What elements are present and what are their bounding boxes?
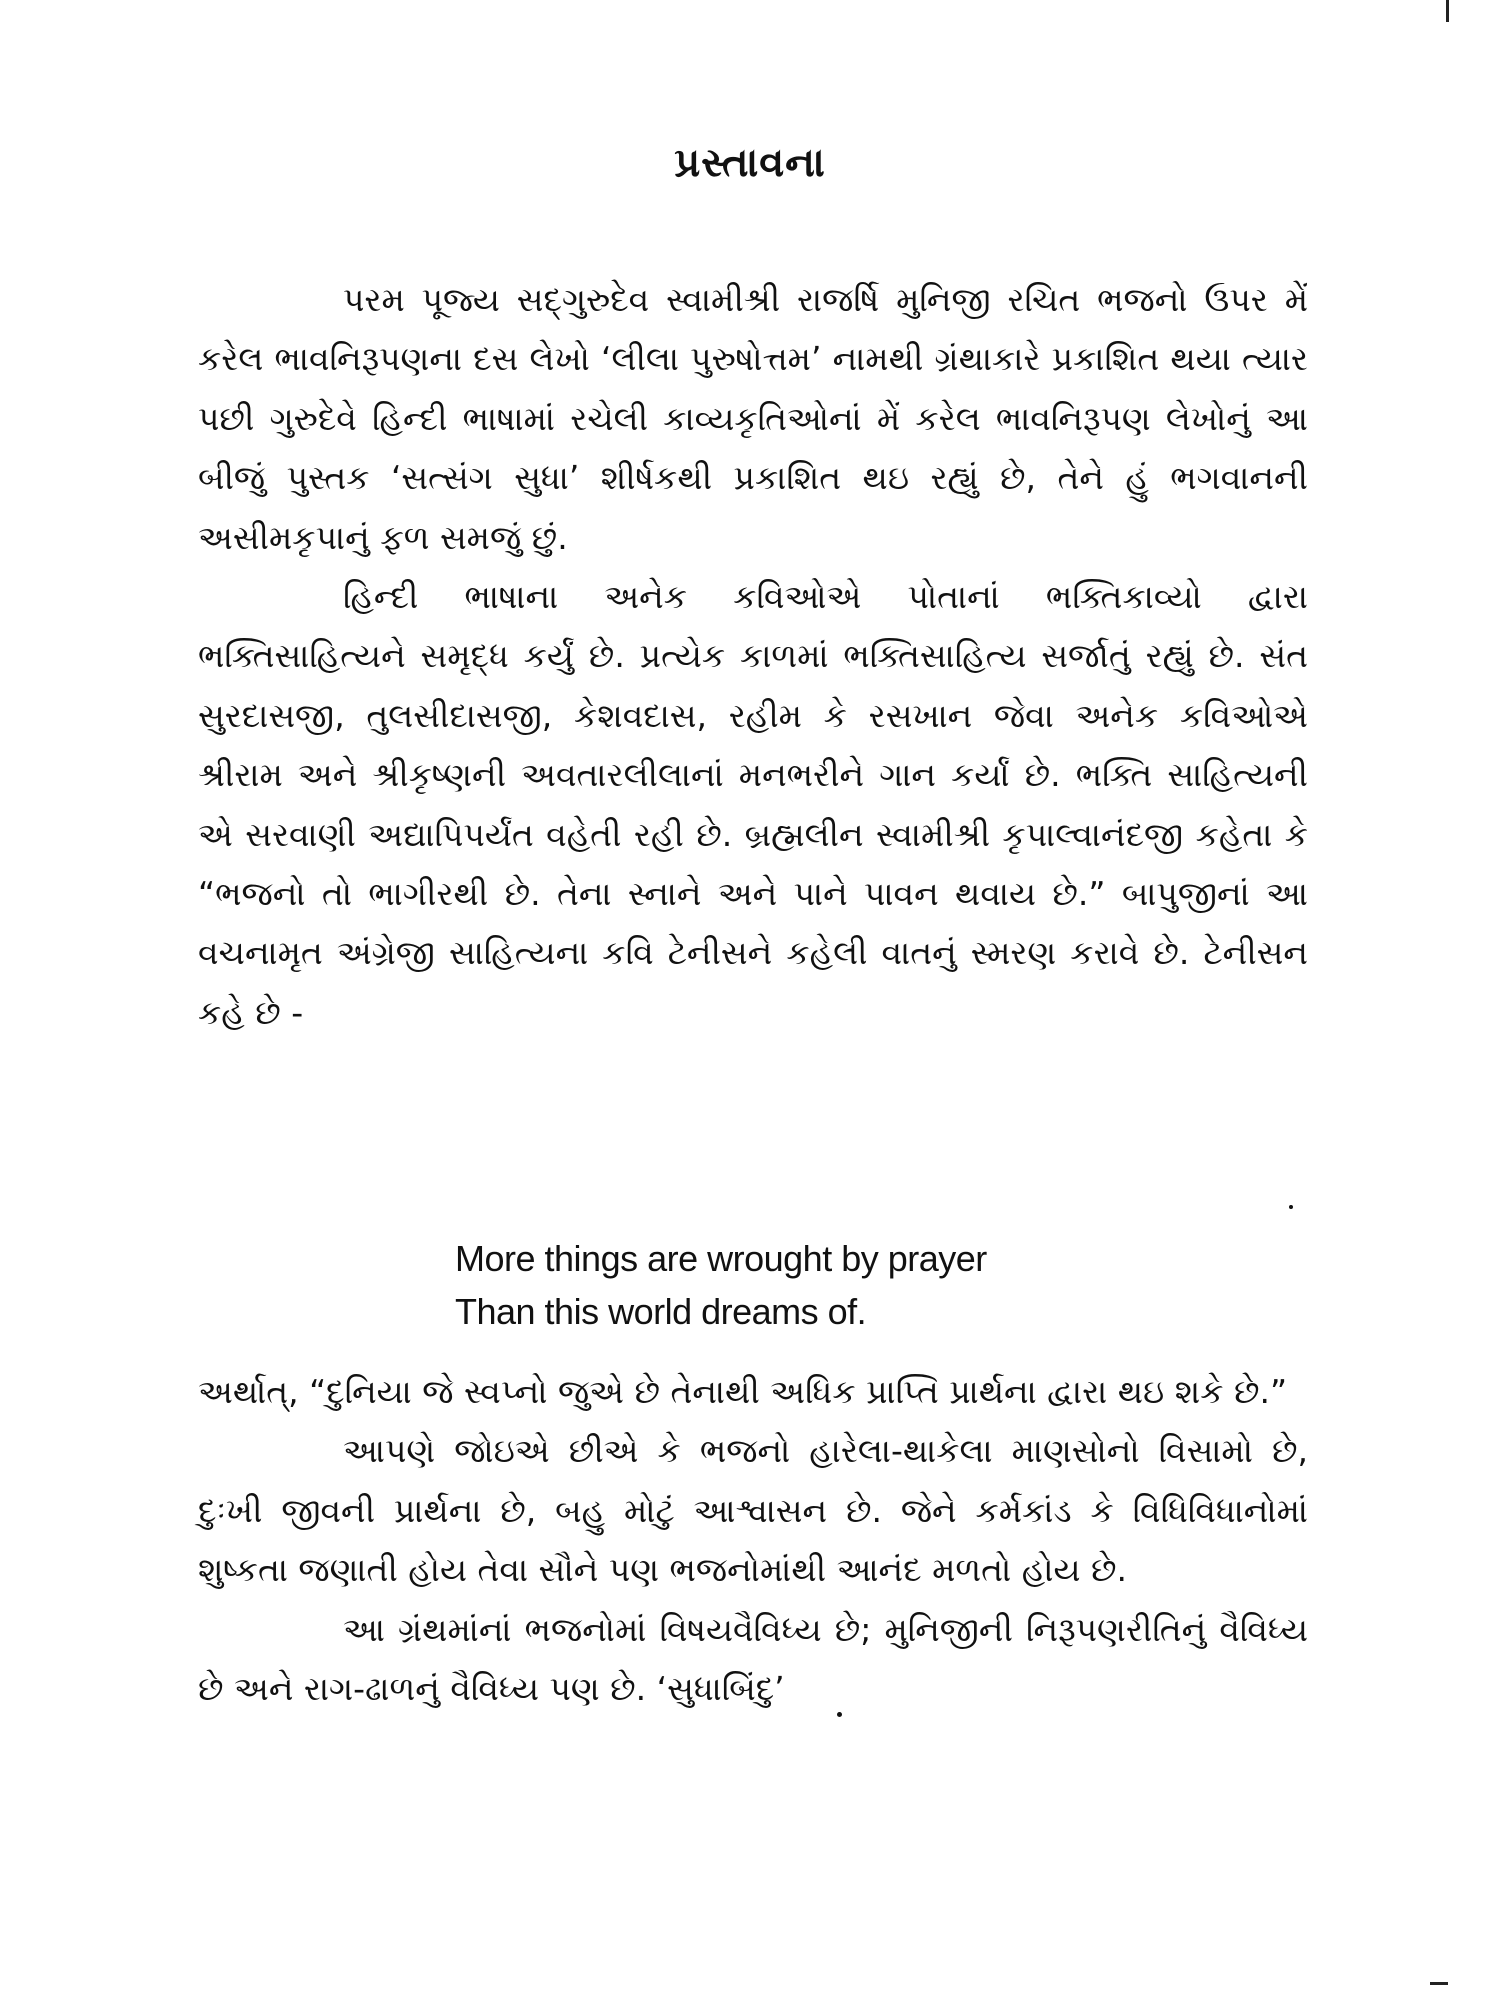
- paragraph-1: પરમ પૂજ્ય સદ્‌ગુરુદેવ સ્વામીશ્રી રાજર્ષિ મુનિજી રચિત ભજનો ઉપર મેં કરેલ ભાવનિરૂપણના દસ લેખો ‘લીલા પુરુષોત્તમ’ નામથી ગ્રંથાકારે પ્રકાશિત થયા ત્યાર પછી ગુરુદેવે હિન્દી ભાષામાં રચેલી કાવ્યકૃતિઓનાં મેં કરેલ ભાવનિરૂપણ લેખોનું આ બીજું પુસ્તક ‘સત્સંગ સુધા’ શીર્ષકથી પ્રકાશિત થઇ રહ્યું છે, તેને હું ભગવાનની અસીમકૃપાનું ફળ સમજું છું.: [198, 280, 1308, 557]
- paragraph-5: આ ગ્રંથમાંનાં ભજનોમાં વિષયવૈવિધ્ય છે; મુનિજીની નિરૂપણરીતિનું વૈવિધ્ય છે અને રાગ-ઢાળનું વૈવિધ્ય પણ છે. ‘સુધાબિંદુ’: [198, 1609, 1308, 1709]
- body-text-upper: [198, 270, 1308, 1042]
- body-text-lower: [198, 1362, 1308, 1718]
- scan-edge-mark: [1446, 0, 1449, 22]
- page-title: પ્રસ્તાવના: [674, 140, 826, 186]
- scan-edge-mark: [1430, 1982, 1448, 1985]
- english-quote: [455, 1232, 987, 1338]
- scan-speck: [837, 1712, 842, 1717]
- paragraph-4: આપણે જોઇએ છીએ કે ભજનો હારેલા-થાકેલા માણસોનો વિસામો છે, દુઃખી જીવની પ્રાર્થના છે, બહુ મોટું આશ્વાસન છે. જેને કર્મકાંડ કે વિધિવિધાનોમાં શુષ્કતા જણાતી હોય તેવા સૌને પણ ભજનોમાંથી આનંદ મળતો હોય છે.: [198, 1431, 1308, 1590]
- scan-speck: [1289, 1205, 1293, 1209]
- paragraph-2: હિન્દી ભાષાના અનેક કવિઓએ પોતાનાં ભક્તિકાવ્યો દ્વારા ભક્તિસાહિત્યને સમૃદ્ધ કર્યું છે. પ્રત્યેક કાળમાં ભક્તિસાહિત્ય સર્જાતું રહ્યું છે. સંત સુરદાસજી, તુલસીદાસજી, કેશવદાસ, રહીમ કે રસખાન જેવા અનેક કવિઓએ શ્રીરામ અને શ્રીકૃષ્ણની અવતારલીલાનાં મનભરીને ગાન કર્યાં છે. ભક્તિ સાહિત્યની એ સરવાણી અદ્યાપિપર્યંત વહેતી રહી છે. બ્રહ્મલીન સ્વામીશ્રી કૃપાલ્વાનંદજી કહેતા કે “ભજનો તો ભાગીરથી છે. તેના સ્નાને અને પાને પાવન થવાય છે.” બાપુજીનાં આ વચનામૃત અંગ્રેજી સાહિત્યના કવિ ટેનીસને કહેલી વાતનું સ્મરણ કરાવે છે. ટેનીસન કહે છે -: [198, 577, 1308, 1032]
- quote-line-2: Than this world dreams of.: [455, 1291, 867, 1332]
- quote-line-1: More things are wrought by prayer: [455, 1238, 987, 1279]
- paragraph-3: અર્થાત્, “દુનિયા જે સ્વપ્નો જુએ છે તેનાથી અધિક પ્રાપ્તિ પ્રાર્થના દ્વારા થઇ શકે છે.”: [198, 1372, 1288, 1411]
